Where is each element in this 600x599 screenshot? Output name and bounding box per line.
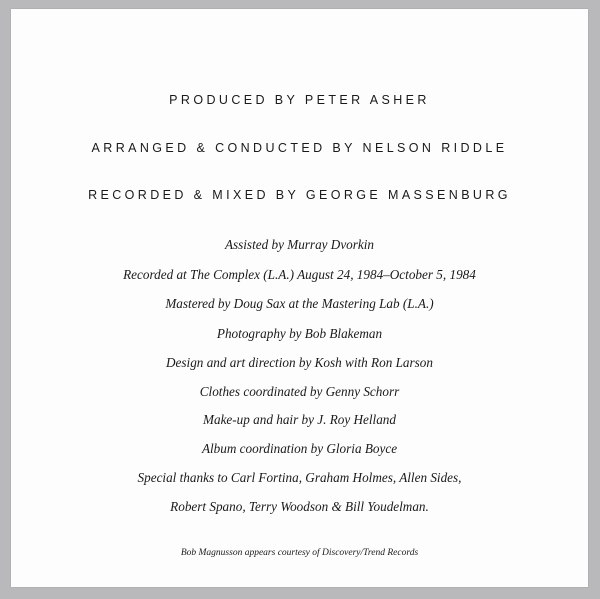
credit-line: Robert Spano, Terry Woodson & Bill Youdelman. [170,499,429,514]
credit-line: Photography by Bob Blakeman [216,326,383,341]
recorded-mixed-heading: RECORDED & MIXED BY GEORGE MASSENBURG [88,188,511,202]
produced-by-heading: PRODUCED BY PETER ASHER [169,93,430,107]
credit-line: Special thanks to Carl Fortina, Graham Holmes, Allen Sides, [137,470,462,485]
arranged-conducted-heading: ARRANGED & CONDUCTED BY NELSON RIDDLE [91,141,508,155]
credit-line: Design and art direction by Kosh with Ron Larson [166,355,433,370]
liner-notes-page [11,9,588,587]
credit-line: Clothes coordinated by Genny Schorr [199,384,400,399]
credit-line: Album coordination by Gloria Boyce [201,441,398,456]
credit-line: Assisted by Murray Dvorkin [224,237,375,252]
credit-line: Make-up and hair by J. Roy Helland [203,412,396,427]
credit-line: Mastered by Doug Sax at the Mastering Lab (L.A.) [165,296,434,311]
courtesy-note: Bob Magnusson appears courtesy of Discovery/Trend Records [180,548,419,558]
credit-line: Recorded at The Complex (L.A.) August 24, 1984–October 5, 1984 [123,267,476,282]
